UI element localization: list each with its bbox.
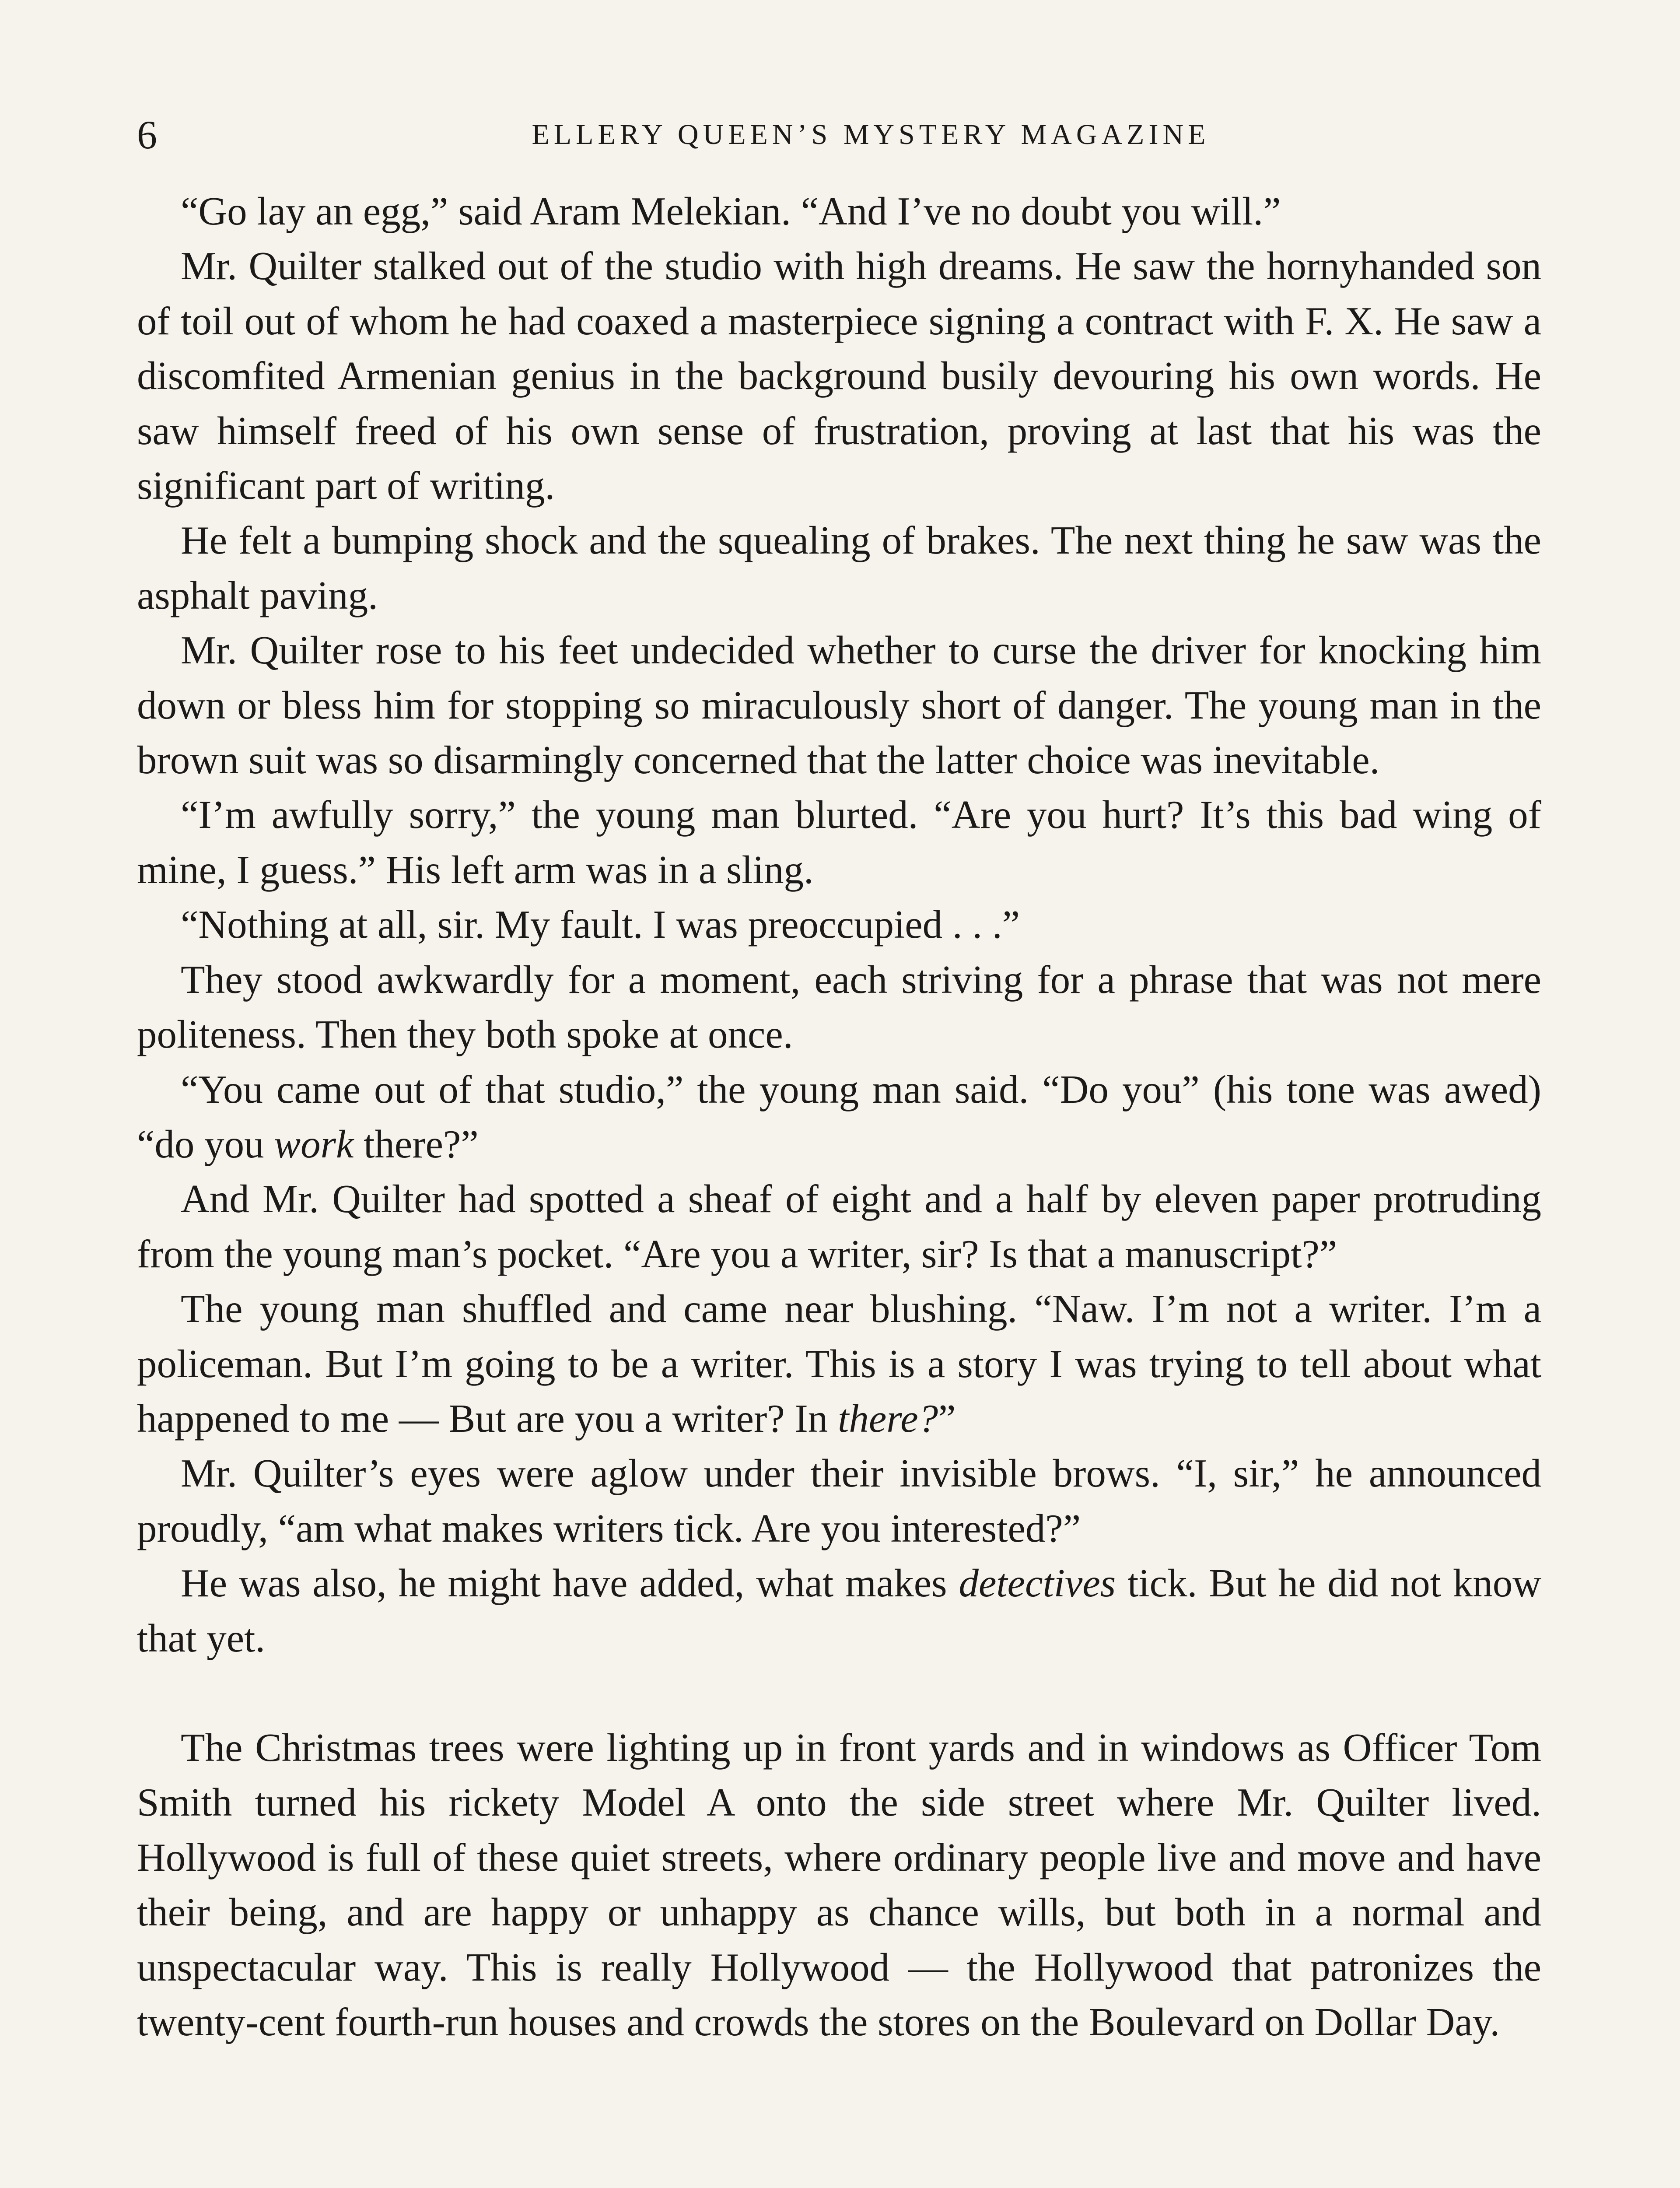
body-text xyxy=(137,184,1541,2049)
paragraph-text: “You came out of that studio,” the young man said. “Do you” (his tone was awed) “do you xyxy=(137,1067,1541,1166)
paragraph xyxy=(137,1062,1541,1172)
paragraph: “Nothing at all, sir. My fault. I was preoccupied . . .” xyxy=(181,902,1020,947)
paragraph: Mr. Quilter rose to his feet undecided whether to curse the driver for knocking him down or bless him for stopping so miraculously short of danger. The young man in the brown suit was so disarmingly concerned that the latter choice was inevitable. xyxy=(137,628,1541,782)
paragraph-text: The young man shuffled and came near blushing. “Naw. I’m not a writer. I’m a policeman. But I’m going to be a writer. This is a story I was trying to tell about what happened to me — But are you a writer? In xyxy=(137,1287,1541,1441)
paragraph: They stood awkwardly for a moment, each striving for a phrase that was not mere politeness. Then they both spoke at once. xyxy=(137,957,1541,1057)
paragraph xyxy=(137,1556,1541,1666)
paragraph: Mr. Quilter stalked out of the studio with high dreams. He saw the hornyhanded son of toil out of whom he had coaxed a masterpiece signing a contract with F. X. He saw a discomfited Armenian genius in the background busily devouring his own words. He saw himself freed of his own sense of frustration, proving at last that his was the significant part of writing. xyxy=(137,244,1541,508)
paragraph xyxy=(137,1281,1541,1446)
paragraph: He felt a bumping shock and the squealing of brakes. The next thing he saw was the asphalt paving. xyxy=(137,518,1541,617)
italic-text: detectives xyxy=(959,1561,1116,1606)
paragraph: The Christmas trees were lighting up in front yards and in windows as Officer Tom Smith turned his rickety Model A onto the side street where Mr. Quilter lived. Hollywood is full of these quiet streets, where ordinary people live and move and have their being, and are happy or unhappy as chance wills, but both in a normal and unspectacular way. This is really Hollywood — the Hollywood that patronizes the twenty-cent fourth-run houses and crowds the stores on the Boulevard on Dollar Day. xyxy=(137,1725,1541,2044)
paragraph: “Go lay an egg,” said Aram Melekian. “And I’ve no doubt you will.” xyxy=(181,189,1281,233)
paragraph-text: there?” xyxy=(354,1122,479,1166)
page-header xyxy=(137,104,1552,165)
paragraph-text: He was also, he might have added, what makes xyxy=(181,1561,959,1606)
paragraph-text: tick. But he did not know that yet. xyxy=(137,1561,1541,1660)
italic-text: there? xyxy=(838,1396,938,1441)
running-head: ELLERY QUEEN’S MYSTERY MAGAZINE xyxy=(532,119,1210,151)
section-break xyxy=(137,1666,1541,1720)
page-number: 6 xyxy=(137,112,157,157)
italic-text: work xyxy=(274,1122,354,1166)
paragraph: Mr. Quilter’s eyes were aglow under their invisible brows. “I, sir,” he announced proudly, “am what makes writers tick. Are you interested?” xyxy=(137,1451,1541,1550)
paragraph: “I’m awfully sorry,” the young man blurted. “Are you hurt? It’s this bad wing of mine, I guess.” His left arm was in a sling. xyxy=(137,792,1541,892)
paragraph-text: ” xyxy=(938,1396,956,1441)
paragraph: And Mr. Quilter had spotted a sheaf of eight and a half by eleven paper protruding from the young man’s pocket. “Are you a writer, sir? Is that a manuscript?” xyxy=(137,1177,1541,1276)
